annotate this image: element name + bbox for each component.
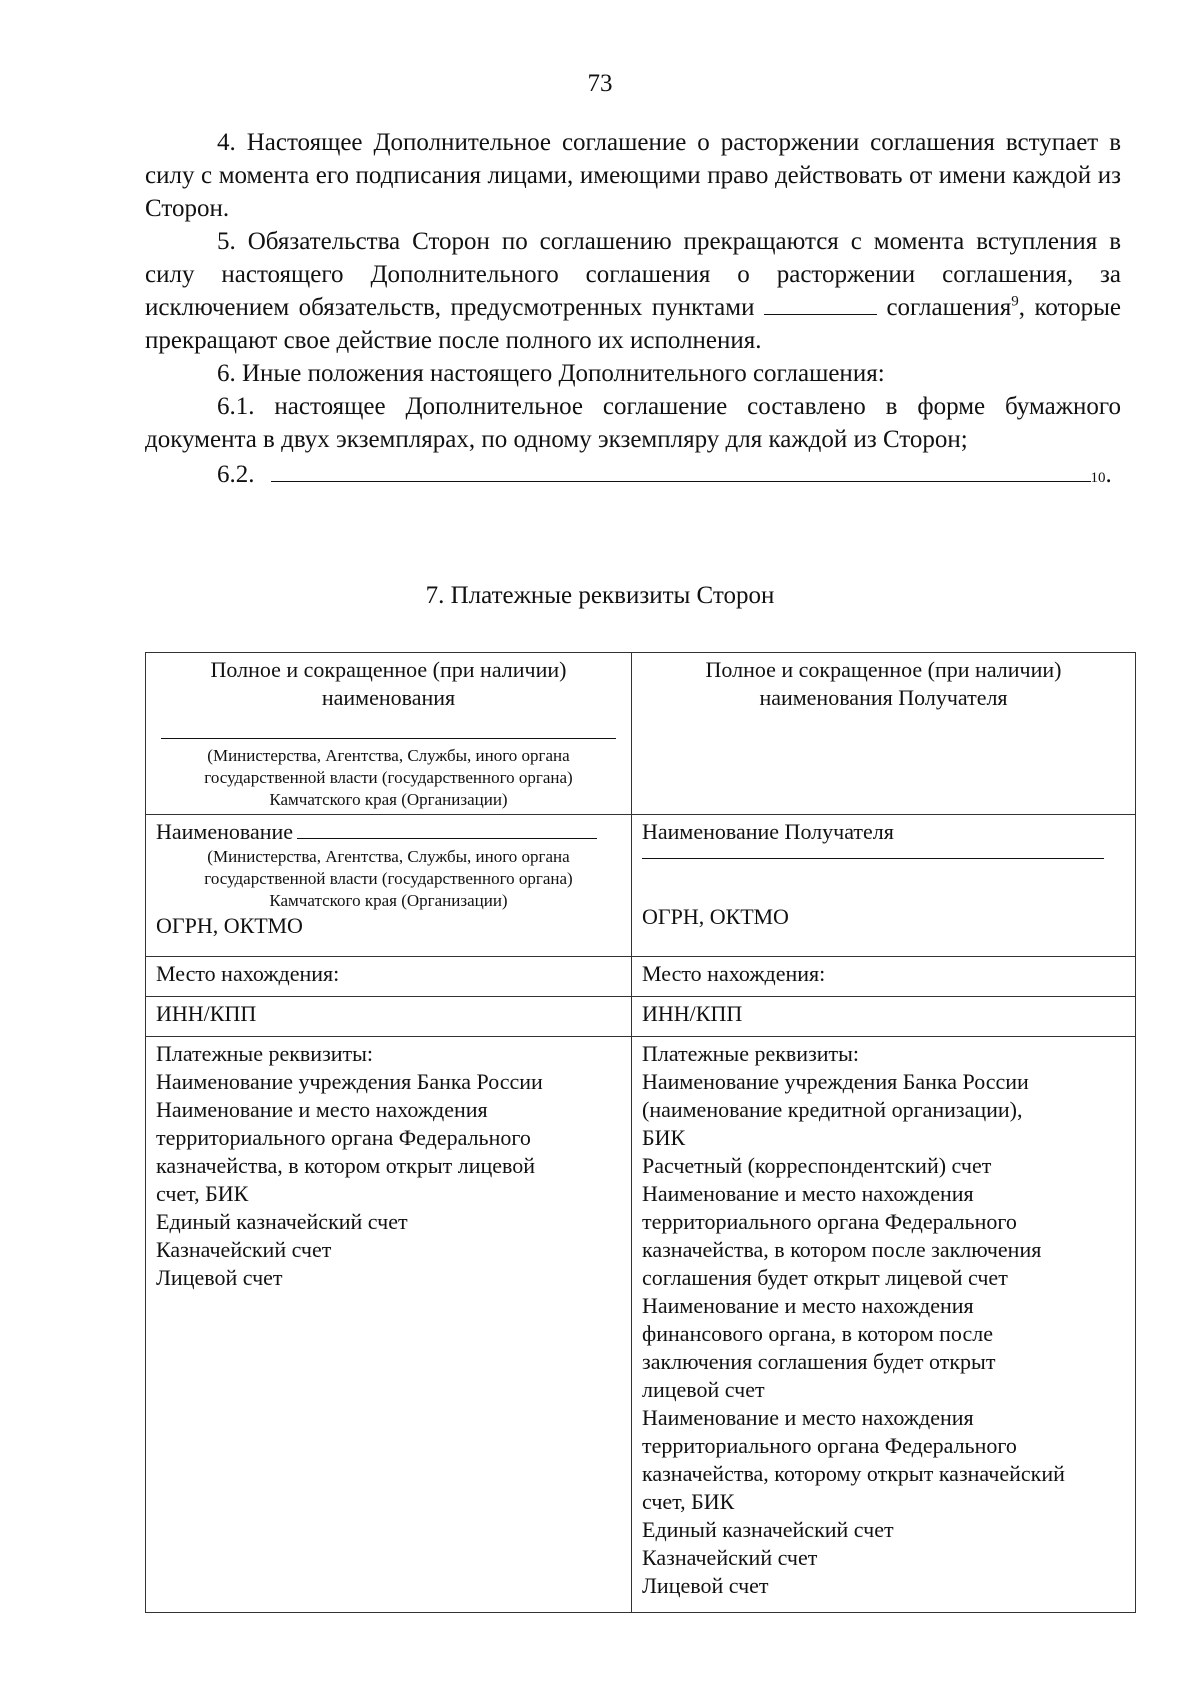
left-note2-line-1: (Министерства, Агентства, Службы, иного органа xyxy=(207,847,570,866)
tax-cell-right: ИНН/КПП xyxy=(632,997,1136,1037)
left-note-line-2: государственной власти (государственного органа) xyxy=(204,768,573,787)
location-cell-left: Место нахождения: xyxy=(146,957,632,997)
left-note2-line-2: государственной власти (государственного органа) xyxy=(204,869,573,888)
paragraph-6-1: 6.1. настоящее Дополнительное соглашение составлено в форме бумажного документа в двух экземплярах, по одному экземпляру для каждой из Сторон; xyxy=(145,393,1121,453)
paragraph-5 xyxy=(145,225,1121,357)
table-row-tax xyxy=(146,997,1136,1037)
left-note-line-1: (Министерства, Агентства, Службы, иного органа xyxy=(207,746,570,765)
page-number: 73 xyxy=(587,70,613,97)
left-note-line-3: Камчатского края (Организации) xyxy=(269,790,508,809)
name-blank-line xyxy=(161,712,616,739)
paragraph-4: 4. Настоящее Дополнительное соглашение о расторжении соглашения вступает в силу с момента его подписания лицами, имеющими право действовать от имени каждой из Сторон. xyxy=(145,129,1121,222)
payment-cell-right xyxy=(632,1037,1136,1613)
paragraph-6-2-blank xyxy=(271,456,1091,482)
payment-line: Наименование и место нахождения xyxy=(642,1181,974,1206)
payment-line: Единый казначейский счет xyxy=(642,1517,894,1542)
payment-line: Наименование учреждения Банка России xyxy=(642,1069,1029,1094)
payment-line: Лицевой счет xyxy=(642,1573,769,1598)
party-name-cell-left xyxy=(146,653,632,815)
clause-number-blank xyxy=(764,292,877,315)
payment-line: Лицевой счет xyxy=(156,1265,283,1290)
payment-line: соглашения будет открыт лицевой счет xyxy=(642,1265,1008,1290)
left-name-blank xyxy=(297,818,597,839)
left-codes: ОГРН, ОКТМО xyxy=(156,913,303,938)
right-codes: ОГРН, ОКТМО xyxy=(642,904,789,929)
payment-line: Казначейский счет xyxy=(156,1237,332,1262)
payment-line: территориального органа Федерального xyxy=(156,1125,531,1150)
payment-line: Единый казначейский счет xyxy=(156,1209,408,1234)
identifier-cell-right xyxy=(632,815,1136,957)
right-heading-line-2: наименования Получателя xyxy=(759,685,1008,710)
right-heading-line-1: Полное и сокращенное (при наличии) xyxy=(705,657,1062,682)
paragraph-6-2-period: . xyxy=(1105,461,1112,488)
paragraph-6-2-label: 6.2. xyxy=(217,461,255,488)
payment-line: Наименование и место нахождения xyxy=(642,1405,974,1430)
payment-line: Наименование и место нахождения xyxy=(156,1097,488,1122)
tax-cell-left: ИНН/КПП xyxy=(146,997,632,1037)
payment-line: территориального органа Федерального xyxy=(642,1209,1017,1234)
identifier-cell-left xyxy=(146,815,632,957)
left-heading-line-1: Полное и сокращенное (при наличии) xyxy=(210,657,567,682)
left-note2-line-3: Камчатского края (Организации) xyxy=(269,891,508,910)
payment-line: Наименование и место нахождения xyxy=(642,1293,974,1318)
payment-line: финансового органа, в котором после xyxy=(642,1321,993,1346)
payment-line: территориального органа Федерального xyxy=(642,1433,1017,1458)
payment-line: Наименование учреждения Банка России xyxy=(156,1069,543,1094)
right-name-label: Наименование Получателя xyxy=(642,819,894,844)
table-row-identifiers xyxy=(146,815,1136,957)
payment-cell-left xyxy=(146,1037,632,1613)
footnote-ref-9: 9 xyxy=(1011,293,1019,310)
paragraph-5-end: , которые прекращают свое действие после полного их исполнения. xyxy=(145,294,1121,354)
payment-line: БИК xyxy=(642,1125,686,1150)
paragraph-5-word: соглашения xyxy=(876,294,1012,321)
left-name-label: Наименование xyxy=(156,819,294,844)
payment-line: Платежные реквизиты: xyxy=(156,1041,374,1066)
payment-line: лицевой счет xyxy=(642,1377,765,1402)
payment-line: Платежные реквизиты: xyxy=(642,1041,860,1066)
payment-line: счет, БИК xyxy=(642,1489,735,1514)
payment-line: Расчетный (корреспондентский) счет xyxy=(642,1153,992,1178)
payment-line: Казначейский счет xyxy=(642,1545,818,1570)
table-row-payment xyxy=(146,1037,1136,1613)
payment-line: заключения соглашения будет открыт xyxy=(642,1349,996,1374)
payment-line: казначейства, в котором открыт лицевой xyxy=(156,1153,536,1178)
paragraph-6-2: 6.2. 10 . xyxy=(145,456,1121,491)
party-name-cell-right xyxy=(632,653,1136,815)
paragraph-6: 6. Иные положения настоящего Дополнительного соглашения: xyxy=(217,360,885,387)
payment-line: (наименование кредитной организации), xyxy=(642,1097,1023,1122)
right-name-blank xyxy=(642,846,1104,859)
payment-line: казначейства, в котором после заключения xyxy=(642,1237,1042,1262)
payment-line: казначейства, которому открыт казначейский xyxy=(642,1461,1065,1486)
payment-details-table xyxy=(145,652,1136,1613)
left-name-label-line xyxy=(156,818,621,846)
left-heading-line-2: наименования xyxy=(321,685,456,710)
table-row-location xyxy=(146,957,1136,997)
section-title: 7. Платежные реквизиты Сторон xyxy=(425,582,775,609)
body-text xyxy=(145,126,1121,491)
payment-line: счет, БИК xyxy=(156,1181,249,1206)
location-cell-right: Место нахождения: xyxy=(632,957,1136,997)
table-row-names xyxy=(146,653,1136,815)
paragraph-5-text: 5. Обязательства Сторон по соглашению прекращаются с момента вступления в силу настоящего Дополнительного соглашения о расторжении соглашения, за исключением обязательств, предусмотренных пунктами xyxy=(145,228,1121,321)
